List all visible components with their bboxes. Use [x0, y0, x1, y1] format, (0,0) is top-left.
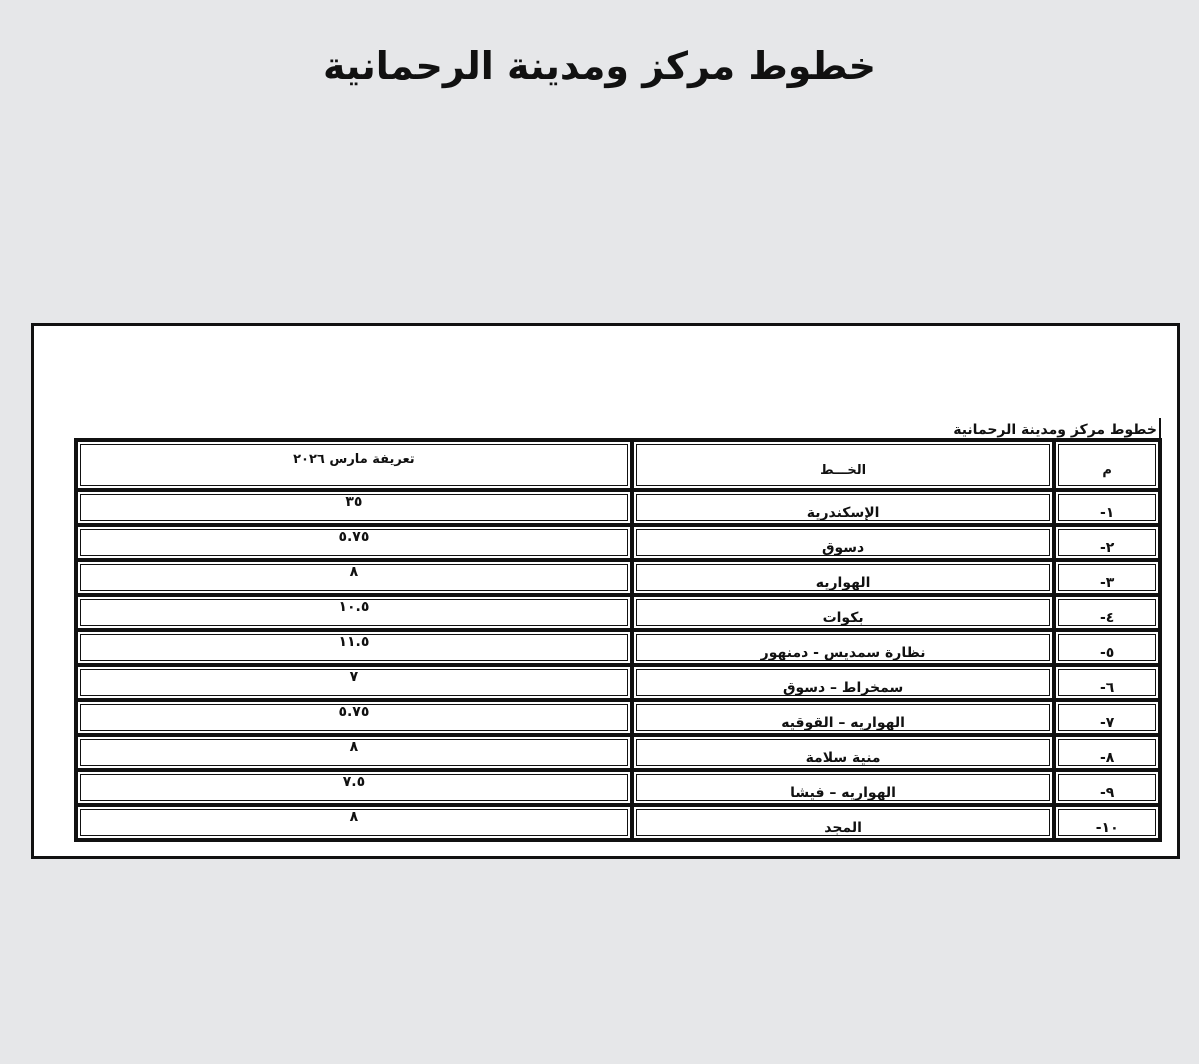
row-line: الهواريه – فيشا	[632, 770, 1055, 805]
document-subtitle: خطوط مركز ومدينة الرحمانية	[953, 418, 1161, 442]
table-row	[76, 595, 1160, 630]
document-image	[31, 323, 1180, 859]
table-header-row	[76, 440, 1160, 490]
row-line: بكوات	[632, 595, 1055, 630]
header-line: الخـــط	[632, 440, 1055, 490]
row-fare: ٥.٧٥	[76, 525, 632, 560]
table-row	[76, 525, 1160, 560]
table-row	[76, 665, 1160, 700]
row-line: الهواريه – القوقيه	[632, 700, 1055, 735]
row-num: ١٠-	[1054, 805, 1160, 840]
row-num: ٦-	[1054, 665, 1160, 700]
row-fare: ٣٥	[76, 490, 632, 525]
row-num: ٧-	[1054, 700, 1160, 735]
row-num: ٩-	[1054, 770, 1160, 805]
row-line: نظارة سمديس - دمنهور	[632, 630, 1055, 665]
page-title: خطوط مركز ومدينة الرحمانية	[322, 44, 877, 88]
table-row	[76, 735, 1160, 770]
row-num: ١-	[1054, 490, 1160, 525]
row-line: منية سلامة	[632, 735, 1055, 770]
row-fare: ٨	[76, 560, 632, 595]
table-row	[76, 700, 1160, 735]
row-fare: ٧	[76, 665, 632, 700]
row-fare: ٧.٥	[76, 770, 632, 805]
row-num: ٣-	[1054, 560, 1160, 595]
row-line: سمخراط – دسوق	[632, 665, 1055, 700]
row-num: ٢-	[1054, 525, 1160, 560]
row-fare: ٨	[76, 735, 632, 770]
row-num: ٤-	[1054, 595, 1160, 630]
row-fare: ٨	[76, 805, 632, 840]
fares-table	[74, 438, 1162, 842]
header-fare: تعريفة مارس ٢٠٢٦	[76, 440, 632, 490]
table-row	[76, 770, 1160, 805]
row-line: دسوق	[632, 525, 1055, 560]
table-row	[76, 560, 1160, 595]
row-fare: ٥.٧٥	[76, 700, 632, 735]
table-row	[76, 490, 1160, 525]
row-fare: ١١.٥	[76, 630, 632, 665]
row-fare: ١٠.٥	[76, 595, 632, 630]
row-line: الهواريه	[632, 560, 1055, 595]
row-line: الإسكندرية	[632, 490, 1055, 525]
row-num: ٨-	[1054, 735, 1160, 770]
table-row	[76, 630, 1160, 665]
row-line: المجد	[632, 805, 1055, 840]
table-row	[76, 805, 1160, 840]
header-num: م	[1054, 440, 1160, 490]
row-num: ٥-	[1054, 630, 1160, 665]
